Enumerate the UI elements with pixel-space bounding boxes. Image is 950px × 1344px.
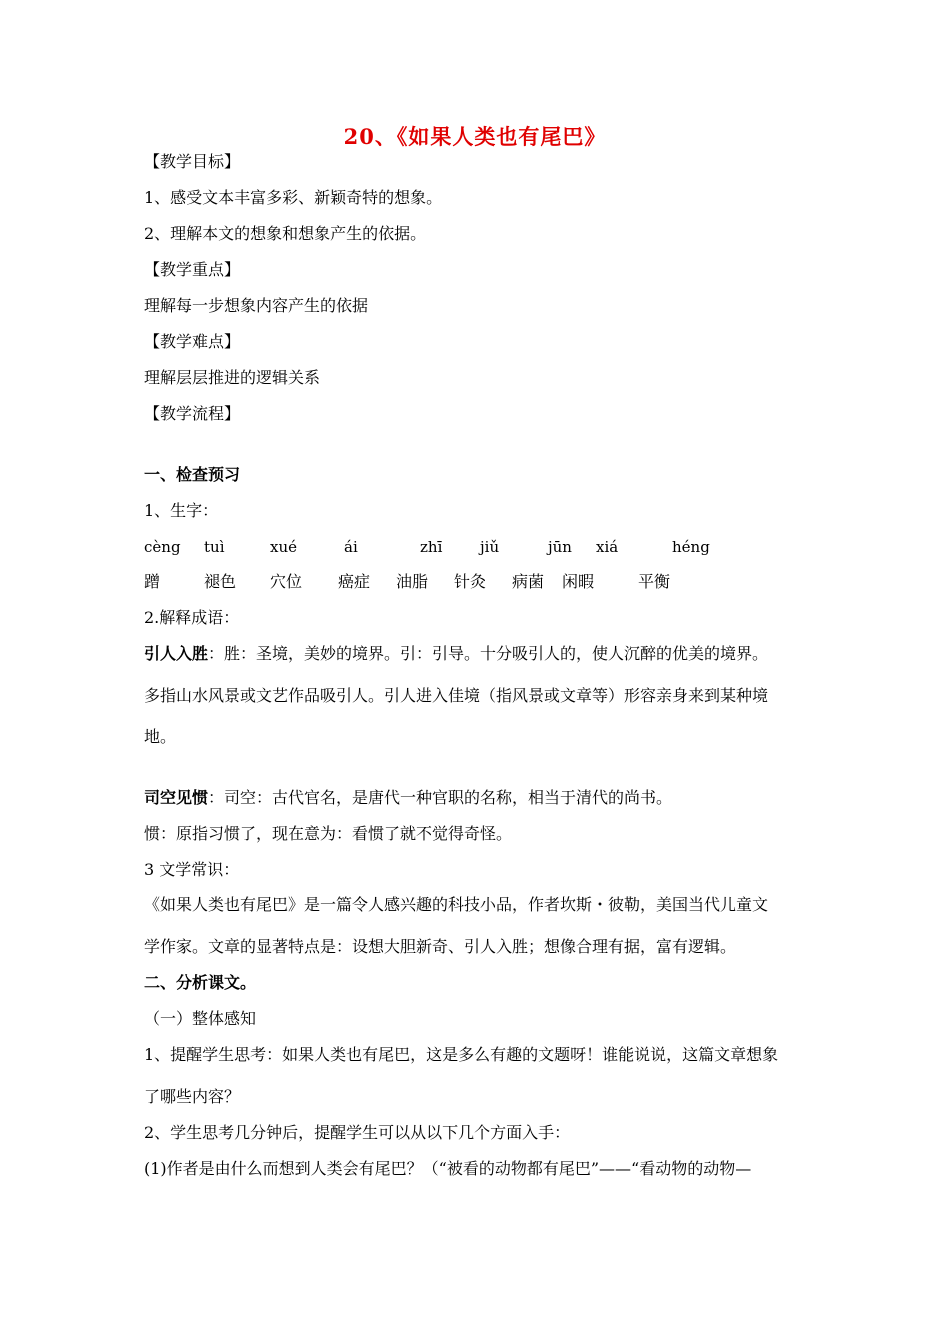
part2-heading: 二、分析课文。 (144, 973, 257, 992)
pinyin-item: xué (270, 538, 297, 556)
part2-sub1: （一）整体感知 (144, 1009, 257, 1028)
part1-heading: 一、检查预习 (144, 465, 241, 484)
difficulty-text: 理解层层推进的逻辑关系 (144, 368, 321, 387)
character-item: 穴位 (270, 572, 303, 591)
idiom2-term: 司空见惯 (144, 788, 209, 807)
character-item: 平衡 (638, 572, 671, 591)
character-item: 癌症 (338, 572, 371, 591)
pinyin-item: ái (344, 538, 358, 556)
part2-item1-line1: 1、提醒学生思考：如果人类也有尾巴，这是多么有趣的文题呀！谁能说说，这篇文章想象 (144, 1045, 779, 1064)
flow-header: 【教学流程】 (144, 404, 241, 423)
pinyin-item: cèng (144, 538, 181, 556)
character-item: 闲暇 (562, 572, 595, 591)
literature-label: 3 文学常识： (144, 860, 240, 879)
character-item: 褪色 (204, 572, 237, 591)
character-item: 针灸 (454, 572, 487, 591)
idiom1-definition: ：胜：圣境，美妙的境界。引：引导。十分吸引人的，使人沉醉的优美的境界。 (208, 644, 769, 663)
idiom1-line1 (144, 644, 814, 664)
pinyin-item: zhī (420, 538, 443, 556)
difficulty-header: 【教学难点】 (144, 332, 241, 351)
character-item: 油脂 (396, 572, 429, 591)
document-title: 20、《如果人类也有尾巴》 (343, 124, 607, 149)
idiom1-line2: 多指山水风景或文艺作品吸引人。引人进入佳境（指风景或文章等）形容亲身来到某种境 (144, 686, 769, 705)
new-words-label: 1、生字： (144, 501, 219, 520)
part2-item1-line2: 了哪些内容？ (144, 1087, 241, 1106)
goal-item-1: 1、感受文本丰富多彩、新颖奇特的想象。 (144, 188, 443, 207)
goal-item-2: 2、理解本文的想象和想象产生的依据。 (144, 224, 427, 243)
idiom2-definition: ：司空：古代官名，是唐代一种官职的名称，相当于清代的尚书。 (208, 788, 673, 807)
part2-item3: (1)作者是由什么而想到人类会有尾巴？（“被看的动物都有尾巴”——“看动物的动物— (144, 1159, 752, 1178)
pinyin-item: xiá (596, 538, 619, 556)
pinyin-item: jūn (548, 538, 572, 556)
idiom2-line1 (144, 788, 814, 808)
literature-line2: 学作家。文章的显著特点是：设想大胆新奇、引人入胜；想像合理有据，富有逻辑。 (144, 937, 737, 956)
idiom1-line3: 地。 (144, 727, 177, 746)
idiom1-term: 引人入胜 (144, 644, 209, 663)
goal-header: 【教学目标】 (144, 152, 241, 171)
pinyin-item: jiǔ (480, 538, 500, 556)
pinyin-item: tuì (204, 538, 225, 556)
key-header: 【教学重点】 (144, 260, 241, 279)
key-text: 理解每一步想象内容产生的依据 (144, 296, 369, 315)
literature-line1: 《如果人类也有尾巴》是一篇令人感兴趣的科技小品，作者坎斯・彼勒，美国当代儿童文 (144, 895, 769, 914)
idiom-label: 2.解释成语： (144, 608, 240, 627)
character-item: 病菌 (512, 572, 545, 591)
character-item: 蹭 (144, 572, 161, 591)
part2-item2: 2、学生思考几分钟后，提醒学生可以从以下几个方面入手： (144, 1123, 571, 1142)
pinyin-item: héng (672, 538, 710, 556)
idiom2-line2: 惯：原指习惯了，现在意为：看惯了就不觉得奇怪。 (144, 824, 513, 843)
